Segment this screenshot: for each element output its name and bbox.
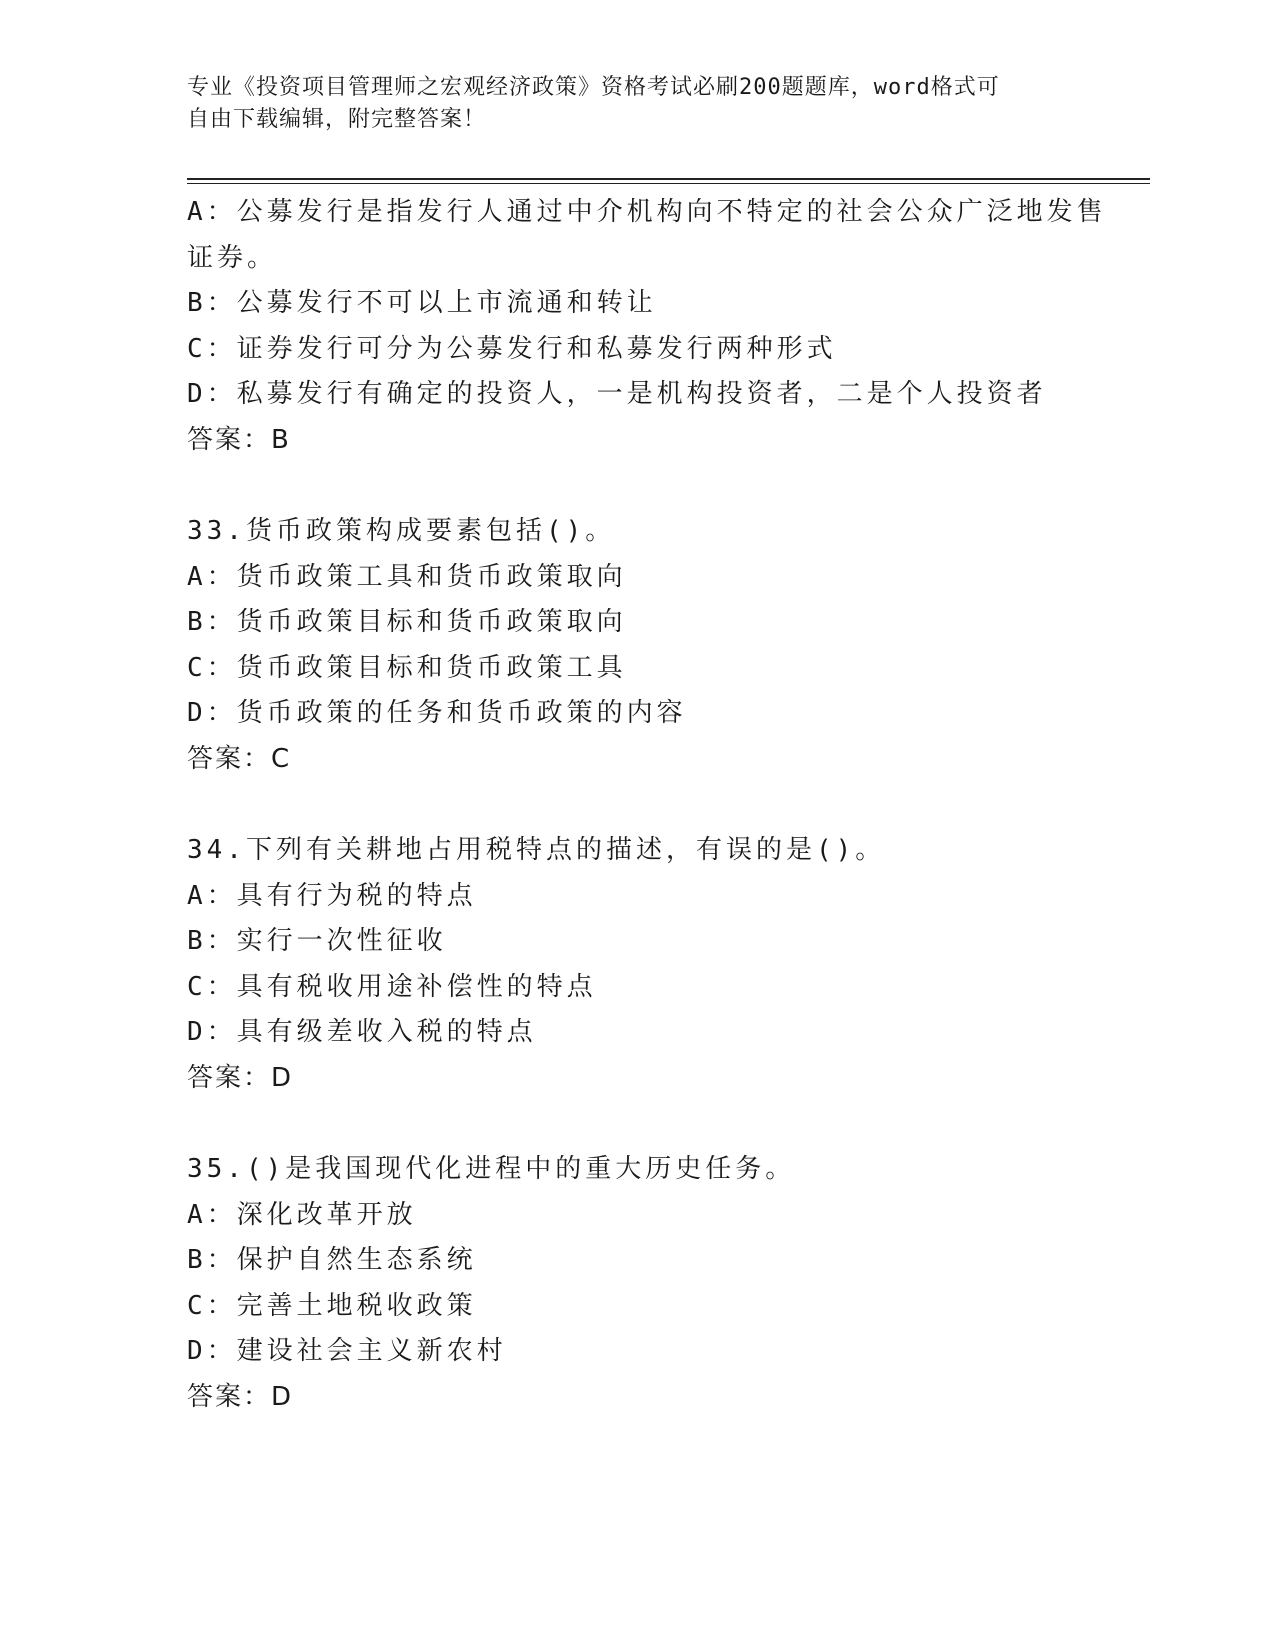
option-a: A：深化改革开放	[187, 1199, 417, 1230]
option-d: D：建设社会主义新农村	[187, 1336, 507, 1366]
option-c: C：完善土地税收政策	[187, 1290, 477, 1321]
option-d: D：货币政策的任务和货币政策的内容	[187, 698, 687, 728]
header-line-2: 自由下载编辑，附完整答案！	[187, 107, 487, 132]
option-a-line-1: A：公募发行是指发行人通过中介机构向不特定的社会公众广泛地发售	[187, 197, 1107, 227]
question-text: 35.()是我国现代化进程中的重大历史任务。	[187, 1154, 796, 1184]
question-text: 34.下列有关耕地占用税特点的描述，有误的是()。	[187, 835, 886, 865]
question-block-34	[187, 828, 1137, 1101]
spacer	[187, 1101, 1137, 1147]
spacer	[187, 463, 1137, 509]
answer: 答案：D	[187, 1381, 294, 1412]
answer: 答案：C	[187, 743, 292, 774]
option-d: D：具有级差收入税的特点	[187, 1017, 537, 1047]
option-a-line-2: 证券。	[187, 242, 278, 273]
question-text: 33.货币政策构成要素包括()。	[187, 516, 616, 546]
header-divider-thick	[187, 178, 1150, 180]
answer: 答案：D	[187, 1062, 294, 1093]
spacer	[187, 782, 1137, 828]
option-c: C：具有税收用途补偿性的特点	[187, 971, 597, 1002]
option-c: C：货币政策目标和货币政策工具	[187, 652, 627, 683]
option-c: C：证券发行可分为公募发行和私募发行两种形式	[187, 333, 837, 364]
option-a: A：具有行为税的特点	[187, 880, 477, 911]
option-b: B：公募发行不可以上市流通和转让	[187, 288, 657, 318]
option-b: B：保护自然生态系统	[187, 1245, 477, 1275]
option-d: D：私募发行有确定的投资人，一是机构投资者，二是个人投资者	[187, 379, 1047, 409]
option-a: A：货币政策工具和货币政策取向	[187, 561, 627, 592]
question-list	[187, 190, 1137, 1420]
question-block-32	[187, 190, 1137, 463]
question-block-33	[187, 509, 1137, 782]
header-divider-thin	[187, 183, 1150, 184]
answer: 答案：B	[187, 424, 291, 455]
option-b: B：货币政策目标和货币政策取向	[187, 607, 627, 637]
document-header	[187, 72, 1087, 136]
header-line-1: 专业《投资项目管理师之宏观经济政策》资格考试必刷200题题库，word格式可	[187, 75, 1000, 100]
question-block-35	[187, 1147, 1137, 1420]
option-b: B：实行一次性征收	[187, 926, 447, 956]
